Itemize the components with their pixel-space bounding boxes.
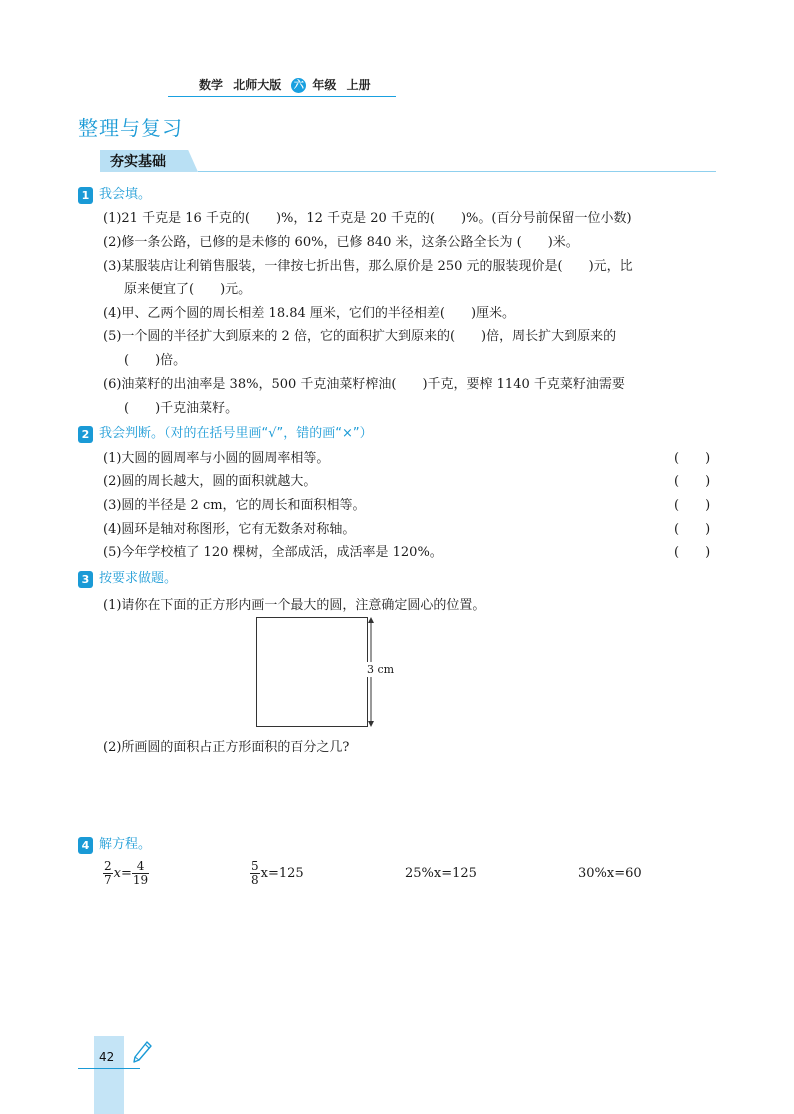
answer-parentheses[interactable]: ( ) [674, 451, 711, 466]
band-rule [198, 171, 716, 172]
fill-question-3: (3)某服装店让利销售服装，一律按七折出售，那么原价是 250 元的服装现价是( )元，比 [103, 259, 633, 274]
answer-parentheses[interactable]: ( ) [674, 474, 711, 489]
section-number-badge: 3 [78, 571, 93, 588]
judge-statement-4: (4)圆环是轴对称图形，它有无数条对称轴。 [103, 522, 356, 537]
fill-question-2: (2)修一条公路，已修的是未修的 60%，已修 840 米，这条公路全长为 ( )米。 [103, 235, 579, 250]
fill-question-5: (5)一个圆的半径扩大到原来的 2 倍，它的面积扩大到原来的( )倍，周长扩大到原来的 [103, 329, 617, 344]
page-number: 42 [99, 1050, 115, 1064]
section-2-heading [78, 422, 373, 443]
answer-parentheses[interactable]: ( ) [674, 545, 711, 560]
denominator: 8 [251, 873, 259, 887]
equation-1 [103, 860, 150, 887]
square-drawing-area[interactable] [256, 617, 368, 727]
fraction [250, 860, 260, 887]
answer-parentheses[interactable]: ( ) [674, 522, 711, 537]
grade-badge: 六 [291, 78, 306, 93]
footer-tab [94, 1036, 124, 1114]
equation-middle: x= [113, 866, 132, 881]
judge-statement-2: (2)圆的周长越大，圆的面积就越大。 [103, 474, 317, 489]
section-number-badge: 2 [78, 426, 93, 443]
page-title: 整理与复习 [78, 116, 183, 140]
grade-label: 年级 [312, 78, 337, 92]
dimension-label: 3 cm [367, 663, 395, 676]
section-title: 我会判断。（对的在括号里画“√”，错的画“×”） [99, 426, 373, 441]
numerator: 2 [104, 859, 112, 873]
volume-label: 上册 [346, 78, 371, 92]
judge-statement-5: (5)今年学校植了 120 棵树，全部成活，成活率是 120%。 [103, 545, 443, 560]
judge-statement-1: (1)大圆的圆周率与小圆的圆周率相等。 [103, 451, 330, 466]
edition-label: 北师大版 [233, 78, 282, 92]
answer-parentheses[interactable]: ( ) [674, 498, 711, 513]
fraction [132, 860, 149, 887]
band-label: 夯实基础 [110, 154, 166, 170]
fill-question-4: (4)甲、乙两个圆的周长相差 18.84 厘米，它们的半径相差( )厘米。 [103, 306, 516, 321]
task-2-text: (2)所画圆的面积占正方形面积的百分之几? [103, 740, 350, 755]
footer-rule [78, 1068, 140, 1069]
section-number-badge: 4 [78, 837, 93, 854]
equation-3: 25%x=125 [405, 866, 477, 881]
denominator: 7 [104, 873, 112, 887]
numerator: 4 [132, 860, 149, 874]
section-4-heading [78, 833, 151, 854]
fill-question-5-cont: ( )倍。 [124, 353, 187, 368]
equation-rest: x=125 [260, 866, 304, 881]
section-title: 解方程。 [99, 837, 152, 852]
judge-statement-3: (3)圆的半径是 2 cm，它的周长和面积相等。 [103, 498, 366, 513]
fraction [103, 860, 113, 887]
equation-2 [250, 860, 304, 887]
section-title: 我会填。 [99, 187, 152, 202]
task-1-text: (1)请你在下面的正方形内画一个最大的圆，注意确定圆心的位置。 [103, 598, 486, 613]
denominator: 19 [132, 873, 149, 887]
fill-question-6-cont: ( )千克油菜籽。 [124, 401, 239, 416]
equation-4: 30%x=60 [578, 866, 642, 881]
section-3-heading [78, 567, 177, 588]
section-number-badge: 1 [78, 187, 93, 204]
subject-label: 数学 [199, 78, 224, 92]
fill-question-1: (1)21 千克是 16 千克的( )%，12 千克是 20 千克的( )%。(百分号前保留一位小数) [103, 211, 632, 226]
section-1-heading [78, 183, 151, 204]
header-rule [168, 96, 396, 97]
pencil-icon [131, 1040, 153, 1066]
fill-question-6: (6)油菜籽的出油率是 38%，500 千克油菜籽榨油( )千克，要榨 1140 千克菜籽油需要 [103, 377, 625, 392]
running-header [199, 76, 377, 93]
section-title: 按要求做题。 [99, 571, 178, 586]
numerator: 5 [251, 859, 259, 873]
section-band [100, 150, 716, 172]
fill-question-3-cont: 原来便宜了( )元。 [124, 282, 252, 297]
